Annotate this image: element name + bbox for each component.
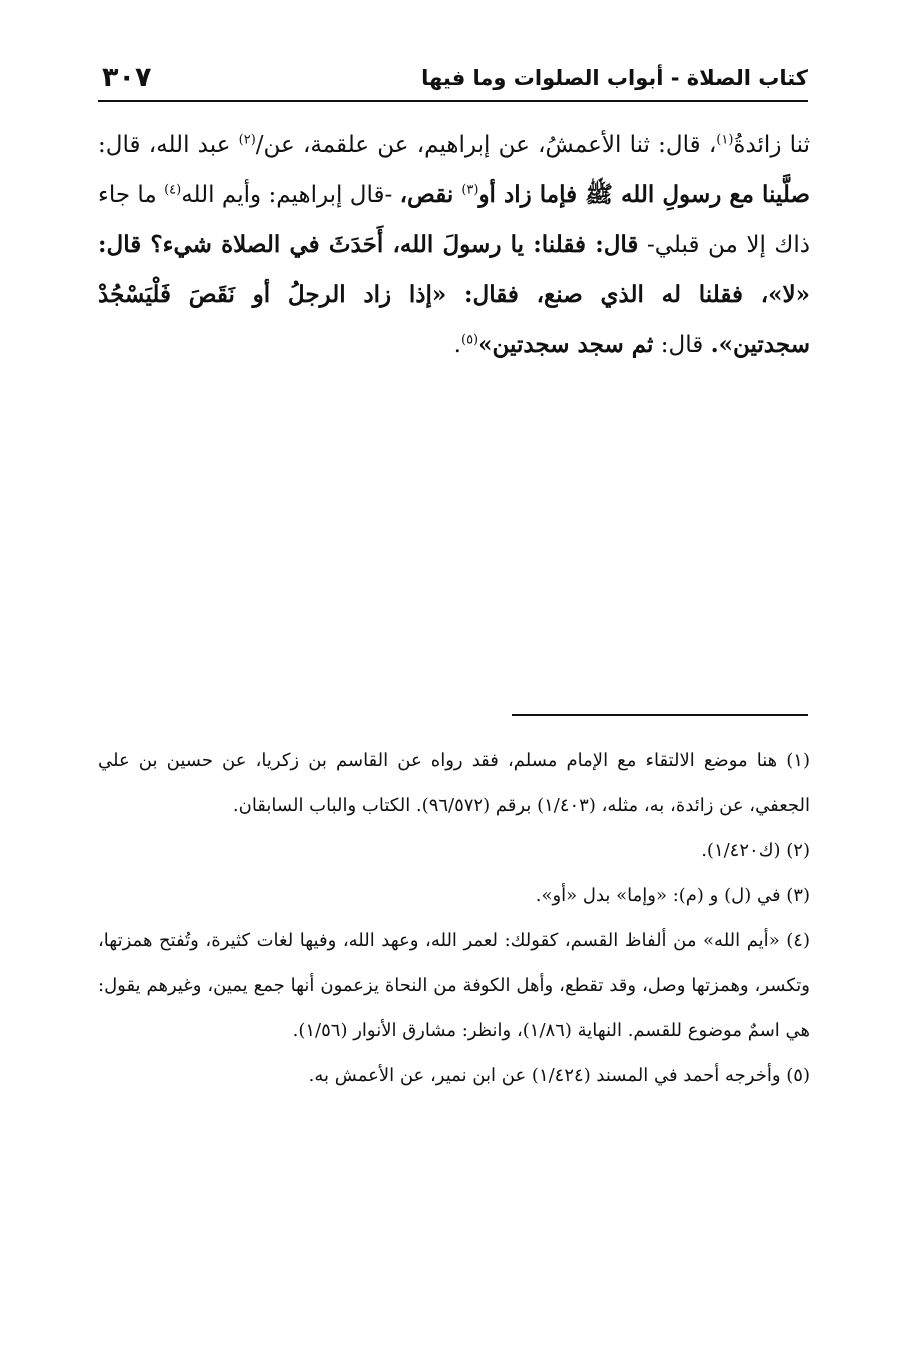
text-segment: عبد الله، قال:: [98, 132, 239, 158]
footnote-separator: [512, 714, 808, 716]
footnote-5: (٥) وأخرجه أحمد في المسند (١/٤٢٤) عن ابن نمير، عن الأعمش به.: [308, 1065, 810, 1086]
text-segment: ، قال: ثنا الأعمشُ، عن إبراهيم، عن علقمة، عن/: [255, 132, 717, 158]
text-segment: قال:: [653, 332, 711, 358]
footnote-1: (١) هنا موضع الالتقاء مع الإمام مسلم، فقد رواه عن القاسم بن زكريا، عن حسين بن علي الجعفي، عن زائدة، به، مثله، (١/٤٠٣) برقم (٩٦/٥٧٢). الكتاب والباب السابقان.: [98, 750, 810, 816]
hadith-bold-text: ثم سجد سجدتين»: [478, 331, 654, 358]
main-text: [98, 120, 810, 370]
footnote-ref-3: (٣): [461, 182, 479, 198]
hadith-bold-text: صلَّينا مع رسولِ الله ﷺ فإما زاد أو: [478, 181, 810, 208]
hadith-paragraph: [98, 120, 810, 370]
footnote-ref-1: (١): [716, 132, 734, 148]
footnote-3: (٣) في (ل) و (م): «وإما» بدل «أو».: [535, 885, 810, 906]
text-segment: ما جاء ذاك إلا من قبلي-: [98, 182, 810, 258]
footnote-2: (٢) (ك١/٤٢٠).: [701, 840, 810, 861]
page-number: ٣٠٧: [102, 62, 152, 93]
footnote-ref-5: (٥): [460, 332, 479, 348]
running-header: [98, 62, 808, 102]
text-segment: ثنا زائدةُ: [733, 132, 811, 158]
text-segment: -قال إبراهيم: وأيم الله: [181, 182, 400, 208]
text-segment: .: [453, 332, 461, 358]
running-title: كتاب الصلاة - أبواب الصلوات وما فيها: [421, 66, 808, 90]
hadith-bold-text: قال: فقلنا: يا رسولَ الله، أَحَدَثَ في الصلاة شيء؟ قال: «لا»، فقلنا له الذي صنع، فقال: «إذا زاد الرجلُ أو نَقَصَ فَلْيَسْجُدْ سجدتين».: [98, 231, 810, 358]
footnote-4: (٤) «أيم الله» من ألفاظ القسم، كقولك: لعمر الله، وعهد الله، وفيها لغات كثيرة، وتُفتح همزتها، وتكسر، وهمزتها وصل، وقد تقطع، وأهل الكوفة من النحاة يزعمون أنها جمع يمين، وغيرهم يقول: هي اسمٌ موضوع للقسم. النهاية (١/٨٦)، وانظر: مشارق الأنوار (١/٥٦).: [98, 930, 810, 1041]
footnote-ref-2: (٢): [238, 132, 256, 148]
footnote-ref-4: (٤): [164, 182, 182, 198]
footnotes: [98, 738, 810, 1098]
hadith-bold-text: نقص،: [399, 181, 462, 208]
